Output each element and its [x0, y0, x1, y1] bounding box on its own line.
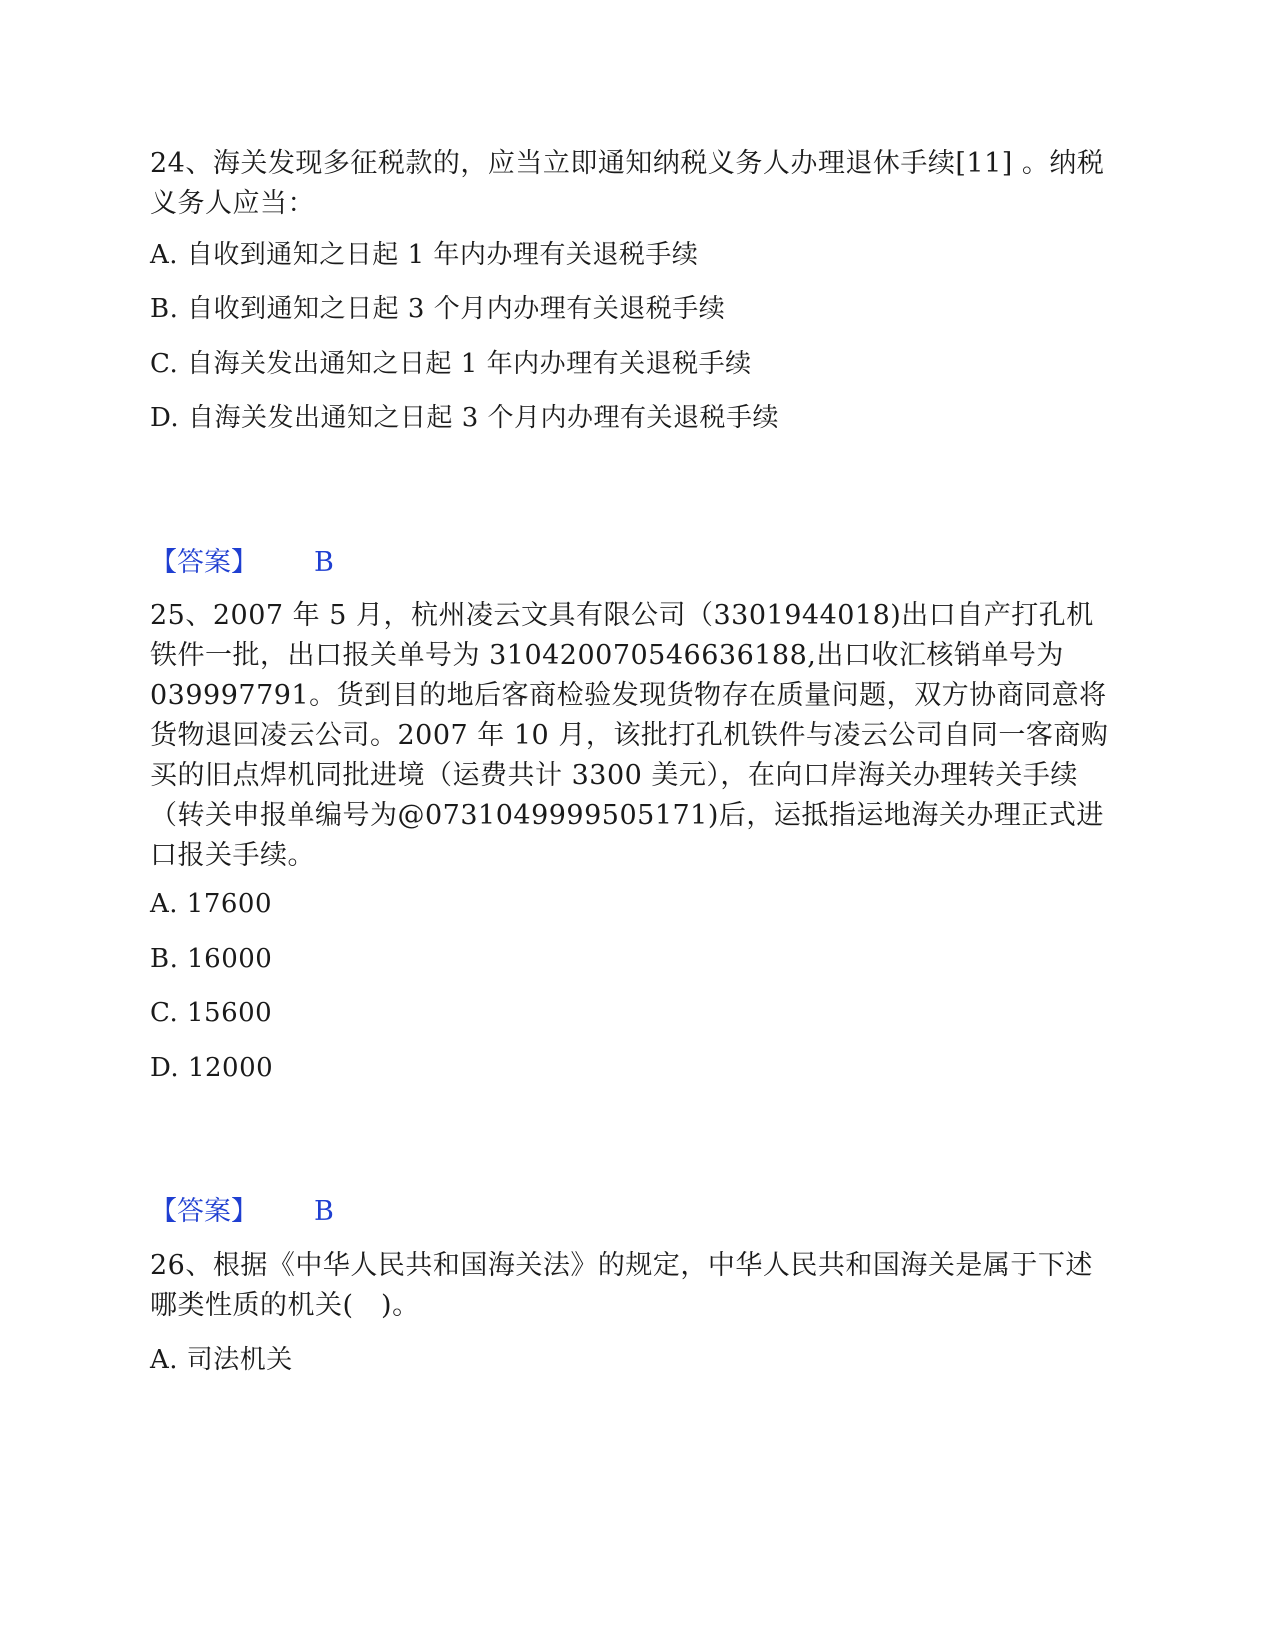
option-d: D. 12000: [150, 1053, 274, 1083]
answer-value: B: [314, 547, 334, 578]
question-26: [150, 1246, 1110, 1326]
option-a: A. 17600: [150, 889, 273, 919]
question-stem: 26、根据《中华人民共和国海关法》的规定，中华人民共和国海关是属于下述哪类性质的机关( )。: [150, 1250, 1093, 1321]
question-stem: 24、海关发现多征税款的，应当立即通知纳税义务人办理退休手续[11] 。纳税义务人应当：: [150, 148, 1105, 219]
option-c: C. 15600: [150, 998, 273, 1028]
answer-label: 【答案】: [150, 1196, 258, 1227]
option-d: D. 自海关发出通知之日起 3 个月内办理有关退税手续: [150, 403, 780, 433]
answer-line: [150, 543, 334, 583]
option-c: C. 自海关发出通知之日起 1 年内办理有关退税手续: [150, 349, 752, 379]
option-a: A. 自收到通知之日起 1 年内办理有关退税手续: [150, 240, 699, 270]
option-b: B. 16000: [150, 944, 273, 974]
answer-label: 【答案】: [150, 547, 258, 578]
question-25: [150, 596, 1110, 876]
option-a: A. 司法机关: [150, 1345, 293, 1375]
question-stem: 25、2007 年 5 月，杭州凌云文具有限公司（3301944018)出口自产打孔机铁件一批，出口报关单号为 310420070546636188,出口收汇核销单号为 039997791。货到目的地后客商检验发现货物存在质量问题，双方协商同意将货物退回凌云公司。2007 年 10 月，该批打孔机铁件与凌云公司自同一客商购买的旧点焊机同批进境（运费共计 3300 美元），在向口岸海关办理转关手续（转关申报单编号为@0731049999505171)后，运抵指运地海关办理正式进口报关手续。: [150, 600, 1109, 871]
answer-value: B: [314, 1196, 334, 1227]
option-b: B. 自收到通知之日起 3 个月内办理有关退税手续: [150, 294, 726, 324]
question-24: [150, 144, 1110, 224]
answer-line: [150, 1192, 334, 1232]
